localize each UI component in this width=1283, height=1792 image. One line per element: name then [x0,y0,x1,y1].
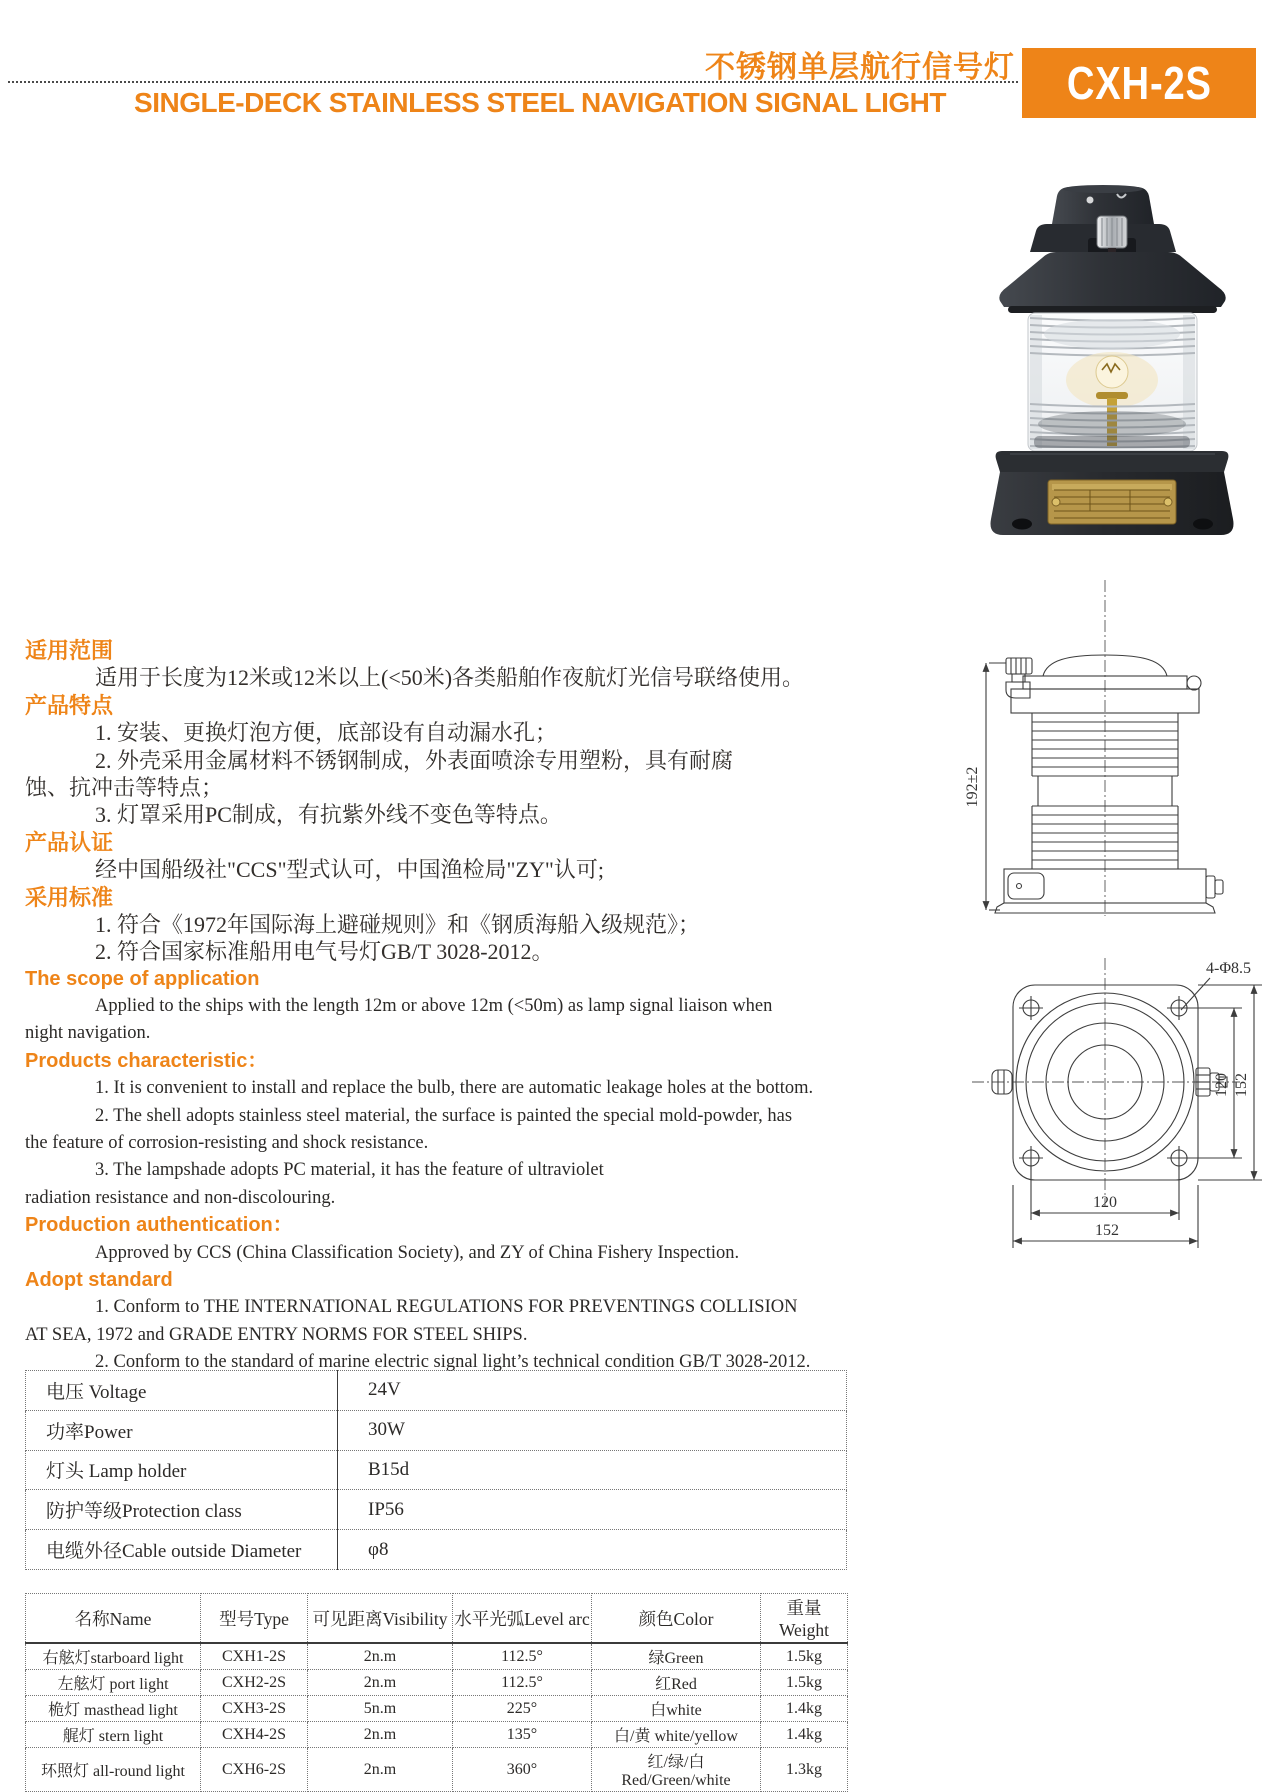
dim-height-bolt-label: 120 [1213,1073,1230,1097]
spec-value: 24V [338,1371,847,1411]
cell: 1.4kg [761,1722,848,1748]
page-title-chinese: 不锈钢单层航行信号灯 [705,51,1015,84]
table-row [26,1450,847,1490]
section-heading-en: The scope of application [25,967,260,990]
table-row [26,1643,848,1670]
body-line: radiation resistance and non-discolouring. [25,1187,336,1208]
table-row [26,1722,848,1748]
body-line: Applied to the ships with the length 12m or above 12m (<50m) as lamp signal liaison when [95,996,773,1017]
cell: 1.4kg [761,1696,848,1722]
page-title-english: SINGLE-DECK STAINLESS STEEL NAVIGATION SIGNAL LIGHT [134,87,946,118]
spec-value: 30W [338,1410,847,1450]
table-row [26,1530,847,1570]
col-header: 名称Name [26,1594,201,1644]
cell: 1.5kg [761,1670,848,1696]
body-line: 2. Conform to the standard of marine electric signal light’s technical condition GB/T 3028-2012. [95,1352,811,1373]
spec-value: B15d [338,1450,847,1490]
cell: 艉灯 stern light [26,1722,201,1748]
spec-value: φ8 [338,1530,847,1570]
section-heading-en: Adopt standard [25,1268,173,1291]
product-photo [983,158,1243,550]
col-header: 型号Type [201,1594,308,1644]
section-heading-cn: 适用范围 [25,638,114,663]
cell: 绿Green [592,1643,761,1670]
section-heading-en: Production authentication： [25,1214,293,1237]
cell: CXH4-2S [201,1722,308,1748]
side-view-dimension [964,663,1006,910]
photo-base [991,451,1234,535]
photo-flared-cap [999,252,1225,313]
body-line: 1. 符合《1972年国际海上避碰规则》和《钢质海船入级规范》； [95,911,701,937]
body-line: Approved by CCS (China Classification Society), and ZY of China Fishery Inspection. [95,1242,740,1263]
cell: 2n.m [308,1748,453,1792]
cell: 白white [592,1696,761,1722]
section-heading-cn: 产品特点 [25,692,114,718]
dim-height-overall-label: 152 [1233,1073,1250,1097]
cell: 1.3kg [761,1748,848,1792]
cell: 左舷灯 port light [26,1670,201,1696]
body-line: 2. The shell adopts stainless steel material, the surface is painted the special mold-powder, has [95,1105,793,1126]
body-line: 1. Conform to THE INTERNATIONAL REGULATIONS FOR PREVENTINGS COLLISION [95,1297,798,1318]
body-line: AT SEA, 1972 and GRADE ENTRY NORMS FOR STEEL SHIPS. [25,1324,528,1345]
cell: CXH1-2S [201,1643,308,1670]
section-heading-cn: 采用标准 [25,884,114,910]
body-line: 3. 灯罩采用PC制成，有抗紫外线不变色等特点。 [95,802,562,828]
cell: CXH6-2S [201,1748,308,1792]
table-row [26,1670,848,1696]
cell: 2n.m [308,1670,453,1696]
table-row [26,1696,848,1722]
side-view-outline [995,655,1223,913]
body-line: 2. 符合国家标准船用电气号灯GB/T 3028-2012。 [95,939,554,965]
cell: 1.5kg [761,1643,848,1670]
cell: 环照灯 all-round light [26,1748,201,1792]
body-line: 2. 外壳采用金属材料不锈钢制成，外表面喷涂专用塑粉，具有耐腐 [95,747,734,773]
cell: 112.5° [453,1643,592,1670]
col-header: 颜色Color [592,1594,761,1644]
cell: 白/黄 white/yellow [592,1722,761,1748]
cell: 红Red [592,1670,761,1696]
bottom-view-drawing [958,946,1283,1258]
cell: 225° [453,1696,592,1722]
body-line: 3. The lampshade adopts PC material, it has the feature of ultraviolet [95,1160,604,1181]
side-view-drawing [930,568,1270,920]
model-badge-label: CXH-2S [1066,57,1212,109]
spec-label: 电缆外径Cable outside Diameter [26,1530,338,1570]
body-line: the feature of corrosion-resisting and shock resistance. [25,1133,429,1154]
col-header: 重量Weight [761,1594,848,1644]
photo-lens [1028,313,1197,451]
table-row [26,1371,847,1411]
spec-label: 灯头 Lamp holder [26,1450,338,1490]
model-badge [1022,48,1256,118]
spec-table [25,1370,847,1570]
body-line: 适用于长度为12米或12米以上(<50米)各类船舶作夜航灯光信号联络使用。 [95,665,805,691]
body-line: night navigation. [25,1023,151,1044]
cell: 右舷灯starboard light [26,1643,201,1670]
spec-label: 防护等级Protection class [26,1490,338,1530]
header-dotted-rule [8,81,1018,83]
cell: CXH3-2S [201,1696,308,1722]
spec-label: 电压 Voltage [26,1371,338,1411]
cell: 红/绿/白 Red/Green/white [592,1748,761,1792]
col-header: 可见距离Visibility [308,1594,453,1644]
table-row [26,1748,848,1792]
spec-label: 功率Power [26,1410,338,1450]
description-text [25,637,855,1377]
cell: 桅灯 masthead light [26,1696,201,1722]
spec-value: IP56 [338,1490,847,1530]
model-table [25,1593,848,1792]
table-row [26,1490,847,1530]
cell: 135° [453,1722,592,1748]
cell: CXH2-2S [201,1670,308,1696]
body-line: 1. It is convenient to install and replace the bulb, there are automatic leakage holes at the bottom. [95,1078,814,1099]
body-line: 1. 安装、更换灯泡方便，底部设有自动漏水孔； [95,720,558,746]
body-line: 蚀、抗冲击等特点； [25,774,224,800]
table-row [26,1410,847,1450]
cell: 5n.m [308,1696,453,1722]
dim-height-label: 192±2 [964,766,981,808]
dim-width-bolt-label: 120 [1093,1194,1117,1211]
cell: 112.5° [453,1670,592,1696]
cell: 2n.m [308,1643,453,1670]
photo-nameplate [1048,480,1176,524]
cell: 360° [453,1748,592,1792]
col-header: 水平光弧Level arc [453,1594,592,1644]
cell: 2n.m [308,1722,453,1748]
dim-width-overall-label: 152 [1095,1222,1119,1239]
section-heading-cn: 产品认证 [25,829,114,855]
dim-holes-label: 4-Φ8.5 [1206,960,1252,977]
body-line: 经中国船级社"CCS"型式认可，中国渔检局"ZY"认可; [95,857,604,883]
section-heading-en: Products characteristic： [25,1049,268,1072]
table-header-row [26,1594,848,1644]
bottom-view-outline [992,985,1227,1180]
